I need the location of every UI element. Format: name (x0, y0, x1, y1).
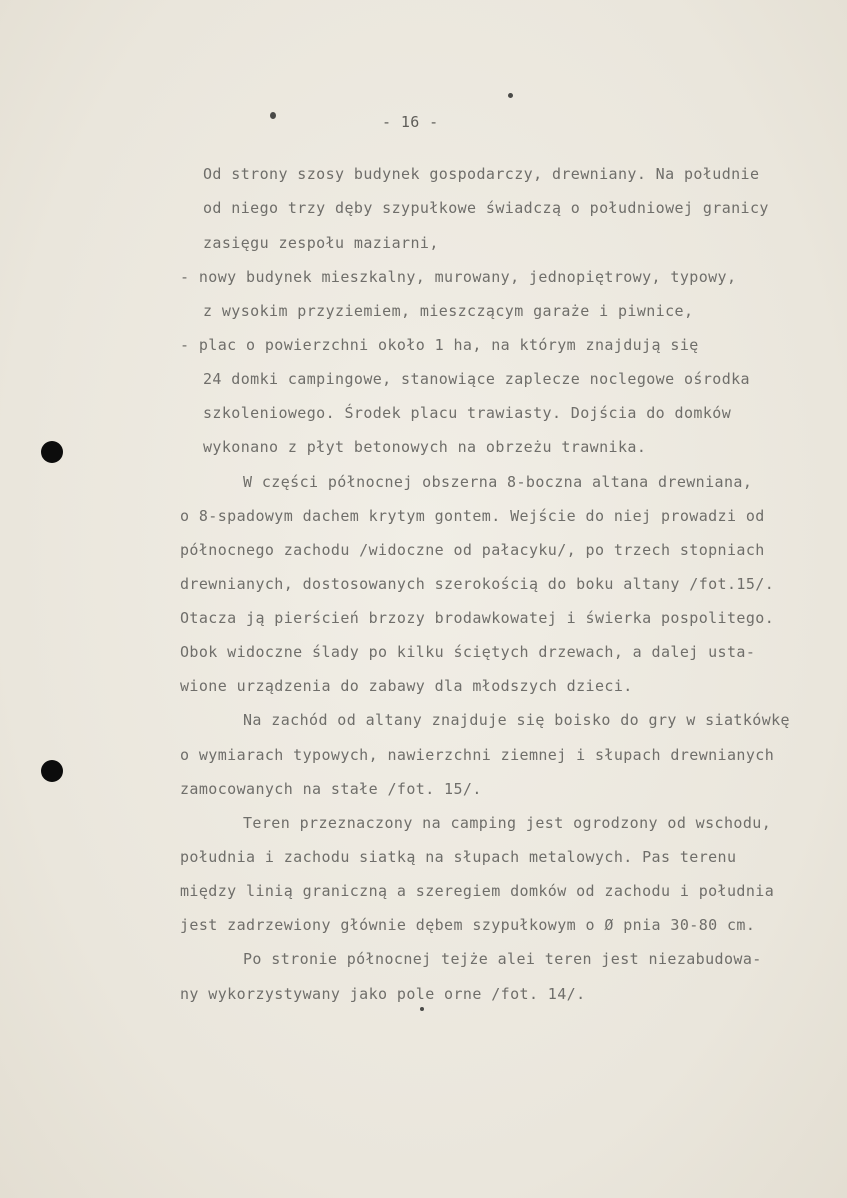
text-line: północnego zachodu /widoczne od pałacyku/, po trzech stopniach (180, 541, 765, 559)
ink-speck (508, 93, 513, 98)
text-line: W części północnej obszerna 8-boczna altana drewniana, (243, 473, 753, 491)
binder-hole-bottom (41, 760, 63, 782)
text-line: zamocowanych na stałe /fot. 15/. (180, 780, 482, 798)
text-line: z wysokim przyziemiem, mieszczącym garaże i piwnice, (203, 302, 694, 320)
binder-hole-top (41, 441, 63, 463)
text-line: Teren przeznaczony na camping jest ogrodzony od wschodu, (243, 814, 772, 832)
text-line: - plac o powierzchni około 1 ha, na którym znajdują się (180, 336, 699, 354)
text-line: Na zachód od altany znajduje się boisko do gry w siatkówkę (243, 711, 790, 729)
text-line: zasięgu zespołu maziarni, (203, 234, 439, 252)
text-line: Od strony szosy budynek gospodarczy, drewniany. Na południe (203, 165, 760, 183)
text-line: między linią graniczną a szeregiem domków od zachodu i południa (180, 882, 775, 900)
text-line: o 8-spadowym dachem krytym gontem. Wejście do niej prowadzi od (180, 507, 765, 525)
text-line: wione urządzenia do zabawy dla młodszych dzieci. (180, 677, 633, 695)
text-line: Obok widoczne ślady po kilku ściętych drzewach, a dalej usta- (180, 643, 756, 661)
text-line: Otacza ją pierścień brzozy brodawkowatej i świerka pospolitego. (180, 609, 775, 627)
ink-speck (420, 1007, 424, 1011)
text-line: ny wykorzystywany jako pole orne /fot. 14/. (180, 985, 586, 1003)
ink-speck (270, 112, 276, 119)
text-line: jest zadrzewiony głównie dębem szypułkowym o Ø pnia 30-80 cm. (180, 916, 756, 934)
text-line: drewnianych, dostosowanych szerokością do boku altany /fot.15/. (180, 575, 775, 593)
page-number: - 16 - (382, 113, 439, 131)
text-line: szkoleniowego. Środek placu trawiasty. Dojścia do domków (203, 404, 732, 422)
text-line: 24 domki campingowe, stanowiące zaplecze noclegowe ośrodka (203, 370, 750, 388)
text-line: o wymiarach typowych, nawierzchni ziemnej i słupach drewnianych (180, 746, 775, 764)
text-line: - nowy budynek mieszkalny, murowany, jednopiętrowy, typowy, (180, 268, 737, 286)
text-line: wykonano z płyt betonowych na obrzeżu trawnika. (203, 438, 647, 456)
text-line: od niego trzy dęby szypułkowe świadczą o południowej granicy (203, 199, 769, 217)
text-line: południa i zachodu siatką na słupach metalowych. Pas terenu (180, 848, 737, 866)
text-line: Po stronie północnej tejże alei teren jest niezabudowa- (243, 950, 762, 968)
